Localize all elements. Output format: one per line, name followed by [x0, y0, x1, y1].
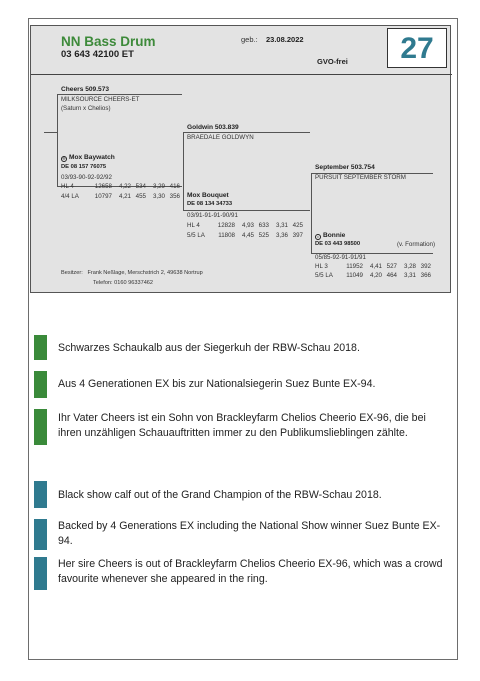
tree-line	[57, 94, 182, 95]
dam-lactation-row	[61, 183, 180, 190]
lact-kg: 12658	[94, 183, 112, 190]
lact-fat: 4,45	[241, 232, 254, 239]
bullet-marker-en	[34, 481, 47, 508]
lact-label: HL 4	[187, 222, 200, 229]
dam-dam-scores: 03/91-91-91-90/91	[187, 212, 238, 219]
tree-line	[183, 132, 310, 133]
lact-pkg: 356	[169, 193, 180, 200]
birth-date: 23.08.2022	[266, 35, 304, 44]
dam-sire-full-name: BRAEDALE GOLDWYN	[187, 134, 254, 141]
note-en: Her sire Cheers is out of Brackleyfarm Chelios Cheerio EX-96, which was a crowd favourite whenever she appeared in the ring.	[58, 558, 443, 585]
lact-prot: 3,28	[403, 263, 416, 270]
sire-full-name: MILKSOURCE CHEERS-ET	[61, 96, 140, 103]
lact-pkg: 392	[420, 263, 431, 270]
dam-dam-lactation-row	[187, 232, 303, 239]
ggd-name-row	[315, 232, 345, 240]
lact-label: HL 3	[315, 263, 328, 270]
lact-kg: 10797	[94, 193, 112, 200]
lact-label: 5/5 LA	[187, 232, 205, 239]
dam-scores: 03/93-90-92-92/92	[61, 174, 112, 181]
ggd-lactation-row	[315, 272, 431, 279]
animal-reg-no: 03 643 42100 ET	[61, 49, 134, 60]
bullet-marker-de	[34, 409, 47, 445]
lact-kg: 11049	[346, 272, 363, 279]
ggs-full-name: PURSUIT SEPTEMBER STORM	[315, 174, 406, 181]
lact-fkg: 525	[258, 232, 269, 239]
lot-number-box	[387, 28, 447, 68]
note-de: Ihr Vater Cheers ist ein Sohn von Brackleyfarm Chelios Cheerio EX-96, die bei ihren unzähligen Schauauftritten immer zu den Publikumslieblingen zählte.	[58, 412, 426, 439]
lact-fkg: 534	[135, 183, 146, 190]
gvo-status: GVO-frei	[317, 57, 348, 66]
note-de: Aus 4 Generationen EX bis zur Nationalsiegerin Suez Bunte EX-94.	[58, 378, 376, 390]
bullet-marker-de	[34, 371, 47, 398]
dam-lactation-row	[61, 193, 180, 200]
lact-prot: 3,31	[275, 222, 288, 229]
lact-kg: 11952	[346, 263, 363, 270]
header-divider	[31, 74, 452, 75]
dam-sire-name: Goldwin 503.839	[187, 124, 239, 131]
lact-prot: 3,31	[403, 272, 416, 279]
lact-fat: 4,21	[118, 193, 131, 200]
lact-label: 5/5 LA	[315, 272, 333, 279]
owner-phone: Telefon: 0160 96337462	[93, 280, 154, 286]
card-header	[31, 26, 452, 74]
lact-fkg: 455	[135, 193, 146, 200]
dam-name: Mox Baywatch	[69, 154, 115, 161]
note-en: Backed by 4 Generations EX including the National Show winner Suez Bunte EX-94.	[58, 520, 441, 547]
lact-fkg: 464	[386, 272, 397, 279]
tree-line	[57, 94, 58, 186]
tree-line	[183, 132, 184, 210]
ggd-scores: 05/85-92-91-91/91	[315, 254, 366, 261]
lot-number: 27	[400, 32, 434, 65]
lact-fkg: 633	[258, 222, 269, 229]
dam-name-row	[61, 154, 115, 162]
ggd-reg: DE 03 443 98500	[315, 241, 361, 247]
animal-name: NN Bass Drum	[61, 34, 156, 49]
lact-pkg: 366	[420, 272, 431, 279]
lact-pkg: 397	[292, 232, 303, 239]
lact-pkg: 425	[292, 222, 303, 229]
note-en: Black show calf out of the Grand Champion of the RBW-Schau 2018.	[58, 489, 382, 501]
lact-fat: 4,22	[118, 183, 131, 190]
lact-fat: 4,93	[241, 222, 254, 229]
lact-prot: 3,30	[152, 193, 165, 200]
bullet-marker-de	[34, 335, 47, 360]
lact-kg: 11808	[218, 232, 235, 239]
birth-label: geb.:	[241, 35, 258, 44]
dam-reg: DE 08 157 76075	[61, 164, 107, 170]
lact-fat: 4,41	[369, 263, 382, 270]
owner-address: Frank Neßlage, Merschstrich 2, 49638 Nortrup	[87, 270, 203, 276]
lact-kg: 12828	[217, 222, 235, 229]
bullet-marker-en	[34, 557, 47, 590]
tree-line	[311, 173, 312, 253]
owner-line	[61, 270, 203, 276]
ggd-name: Bonnie	[323, 232, 346, 239]
lact-label: 4/4 LA	[61, 193, 79, 200]
lact-fat: 4,20	[369, 272, 382, 279]
tree-line	[44, 132, 57, 133]
tree-line	[183, 210, 310, 211]
sire-pedigree: (Saturn x Chelios)	[61, 105, 111, 112]
ggs-name: September 503.754	[315, 164, 375, 171]
dam-dam-lactation-row	[187, 222, 303, 229]
sire-name: Cheers 509.573	[61, 86, 110, 93]
lact-prot: 3,29	[152, 183, 165, 190]
owner-label: Besitzer:	[61, 270, 83, 276]
bullet-marker-en	[34, 519, 47, 550]
pedigree-card	[30, 25, 451, 293]
ggd-note: (v. Formation)	[397, 241, 436, 248]
dam-dam-reg: DE 08 134 34733	[187, 201, 233, 207]
ggd-lactation-row	[315, 263, 431, 270]
note-de: Schwarzes Schaukalb aus der Siegerkuh der RBW-Schau 2018.	[58, 342, 360, 354]
dam-dam-name: Mox Bouquet	[187, 192, 229, 199]
lact-pkg: 416	[169, 183, 180, 190]
lact-label: HL 4	[61, 183, 74, 190]
registered-icon: ®	[62, 156, 66, 161]
lact-prot: 3,36	[275, 232, 288, 239]
lact-fkg: 527	[386, 263, 397, 270]
circle-dot-icon: •	[315, 234, 321, 240]
